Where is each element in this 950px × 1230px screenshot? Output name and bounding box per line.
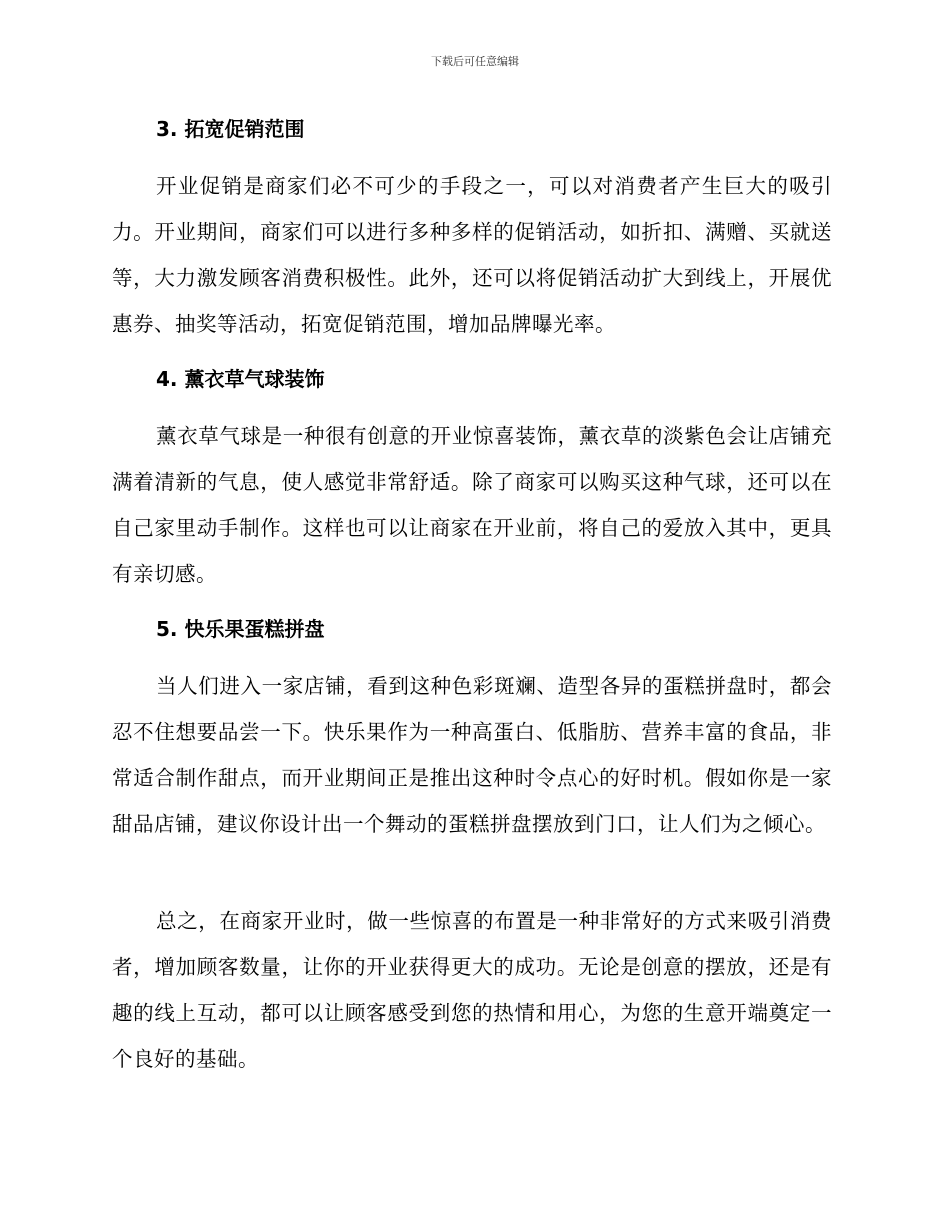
section-paragraph-5: 当人们进入一家店铺，看到这种色彩斑斓、造型各异的蛋糕拼盘时，都会忍不住想要品尝一下。快乐果作为一种高蛋白、低脂肪、营养丰富的食品，非常适合制作甜点，而开业期间正是推出这种时令点心的好时机。假如你是一家甜品店铺，建议你设计出一个舞动的蛋糕拼盘摆放到门口，让人们为之倾心。 xyxy=(112,674,832,836)
conclusion-paragraph: 总之，在商家开业时，做一些惊喜的布置是一种非常好的方式来吸引消费者，增加顾客数量，让你的开业获得更大的成功。无论是创意的摆放，还是有趣的线上互动，都可以让顾客感受到您的热情和用心，为您的生意开端奠定一个良好的基础。 xyxy=(112,909,832,1071)
section-paragraph-3: 开业促销是商家们必不可少的手段之一，可以对消费者产生巨大的吸引力。开业期间，商家们可以进行多种多样的促销活动，如折扣、满赠、买就送等，大力激发顾客消费积极性。此外，还可以将促销活动扩大到线上，开展优惠券、抽奖等活动，拓宽促销范围，增加品牌曝光率。 xyxy=(112,174,832,336)
page-header: 下载后可任意编辑 xyxy=(431,55,519,68)
section-heading-3: 3. 拓宽促销范围 xyxy=(156,117,305,141)
section-paragraph-4: 薰衣草气球是一种很有创意的开业惊喜装饰，薰衣草的淡紫色会让店铺充满着清新的气息，使人感觉非常舒适。除了商家可以购买这种气球，还可以在自己家里动手制作。这样也可以让商家在开业前，将自己的爱放入其中，更具有亲切感。 xyxy=(112,424,832,586)
section-heading-5: 5. 快乐果蛋糕拼盘 xyxy=(156,617,325,641)
section-heading-4: 4. 薰衣草气球装饰 xyxy=(156,367,325,391)
